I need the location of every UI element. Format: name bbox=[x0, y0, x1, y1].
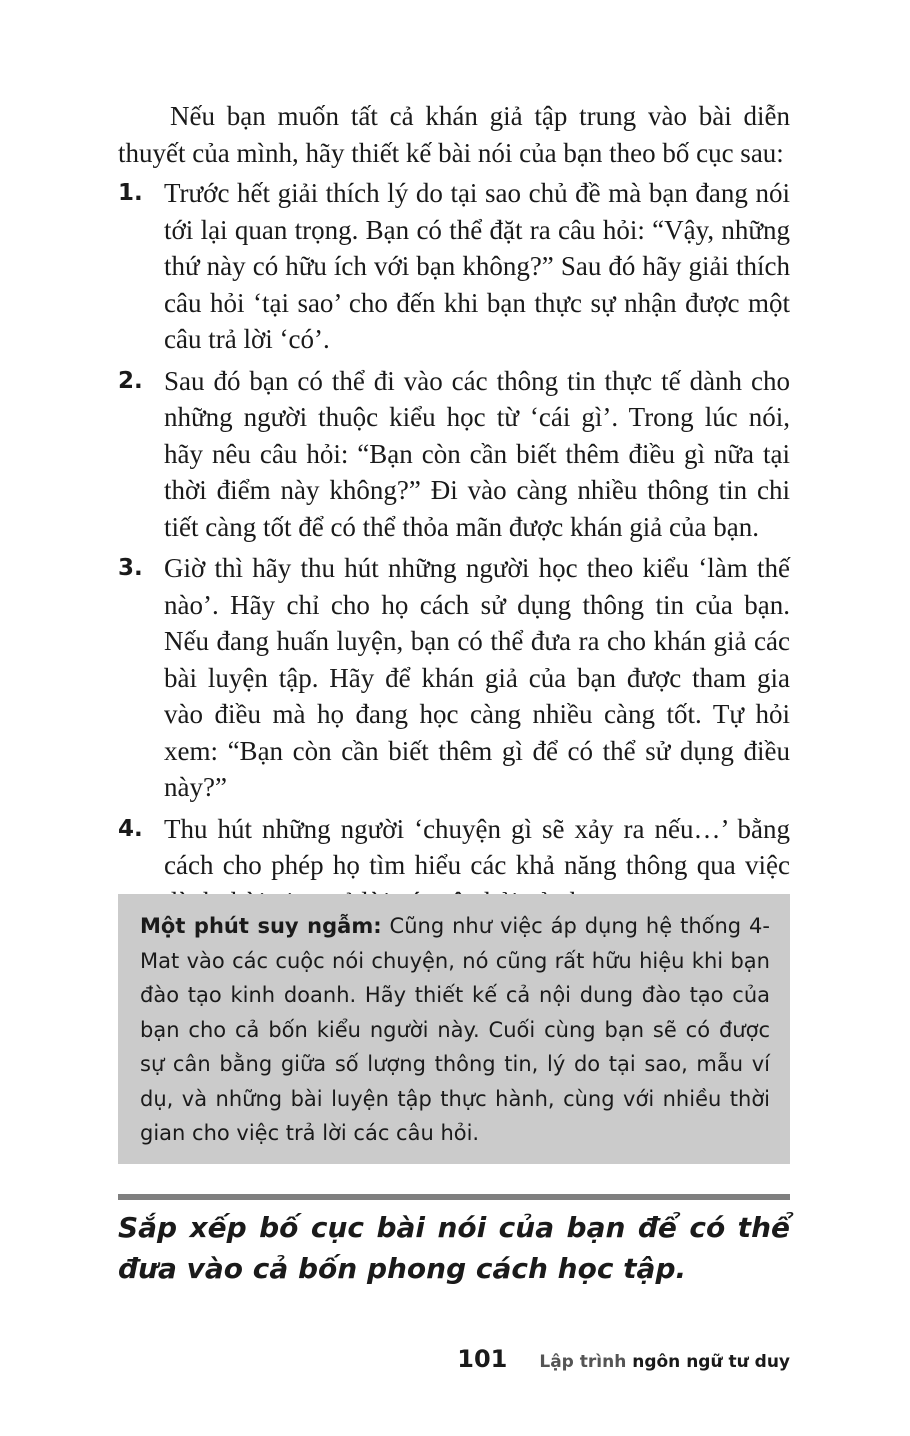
list-item bbox=[118, 550, 790, 806]
list-item-number: 3. bbox=[118, 555, 143, 581]
page-footer bbox=[0, 1345, 790, 1373]
list-item bbox=[118, 363, 790, 546]
summary-divider bbox=[118, 1194, 790, 1200]
list-item-number: 4. bbox=[118, 815, 143, 842]
reflection-label: Một phút suy ngẫm: bbox=[140, 914, 382, 938]
reflection-box bbox=[118, 894, 790, 1164]
reflection-text: Cũng như việc áp dụng hệ thống 4-Mat vào các cuộc nói chuyện, nó cũng rất hữu hiệu khi bạn đào tạo kinh doanh. Hãy thiết kế cả nội dung đào tạo của bạn cho cả bốn kiểu người này. Cuối cùng bạn sẽ có được sự cân bằng giữa số lượng thông tin, lý do tại sao, mẫu ví dụ, và những bài luyện tập thực hành, cùng với nhiều thời gian cho việc trả lời các câu hỏi. bbox=[140, 914, 770, 1145]
list-item bbox=[118, 175, 790, 358]
list-item-number: 2. bbox=[118, 367, 143, 394]
list-item-text: Sau đó bạn có thể đi vào các thông tin thực tế dành cho những người thuộc kiểu học từ ‘cái gì’. Trong lúc nói, hãy nêu câu hỏi: “Bạn còn cần biết thêm điều gì nữa tại thời điểm này không?” Đi vào càng nhiều thông tin chi tiết càng tốt để có thể thỏa mãn được khán giả của bạn. bbox=[164, 365, 790, 542]
page-number: 101 bbox=[457, 1345, 508, 1373]
list-item-text: Trước hết giải thích lý do tại sao chủ đề mà bạn đang nói tới lại quan trọng. Bạn có thể đặt ra câu hỏi: “Vậy, những thứ này có hữu ích với bạn không?” Sau đó hãy giải thích câu hỏi ‘tại sao’ cho đến khi bạn thực sự nhận được một câu trả lời ‘có’. bbox=[164, 178, 790, 354]
running-title-part2: ngôn ngữ tư duy bbox=[632, 1352, 790, 1372]
list-item-number: 1. bbox=[118, 180, 143, 206]
running-title-part1: Lập trình bbox=[539, 1352, 627, 1372]
list-item-text: Thu hút những người ‘chuyện gì sẽ xảy ra nếu…’ bằng cách cho phép họ tìm hiểu các khả năng thông qua việc bbox=[164, 813, 790, 880]
page-body bbox=[118, 98, 790, 925]
running-title bbox=[539, 1352, 790, 1372]
summary-statement: Sắp xếp bố cục bài nói của bạn để có thể đưa vào cả bốn phong cách học tập. bbox=[118, 1211, 790, 1285]
list-item-text: Giờ thì hãy thu hút những người học theo kiểu ‘làm thế nào’. Hãy chỉ cho họ cách sử dụng thông tin của bạn. Nếu đang huấn luyện, bạn có thể đưa ra cho khán giả các bài luyện tập. Hãy để khán giả của bạn được tham gia vào điều mà họ đang học càng nhiều càng tốt. Tự hỏi xem: “Bạn còn cần biết thêm gì để có thể sử dụng điều này?” bbox=[164, 553, 790, 802]
intro-paragraph: Nếu bạn muốn tất cả khán giả tập trung vào bài diễn thuyết của mình, hãy thiết kế bài nói của bạn theo bố cục sau: bbox=[118, 101, 790, 168]
steps-list bbox=[118, 175, 790, 920]
